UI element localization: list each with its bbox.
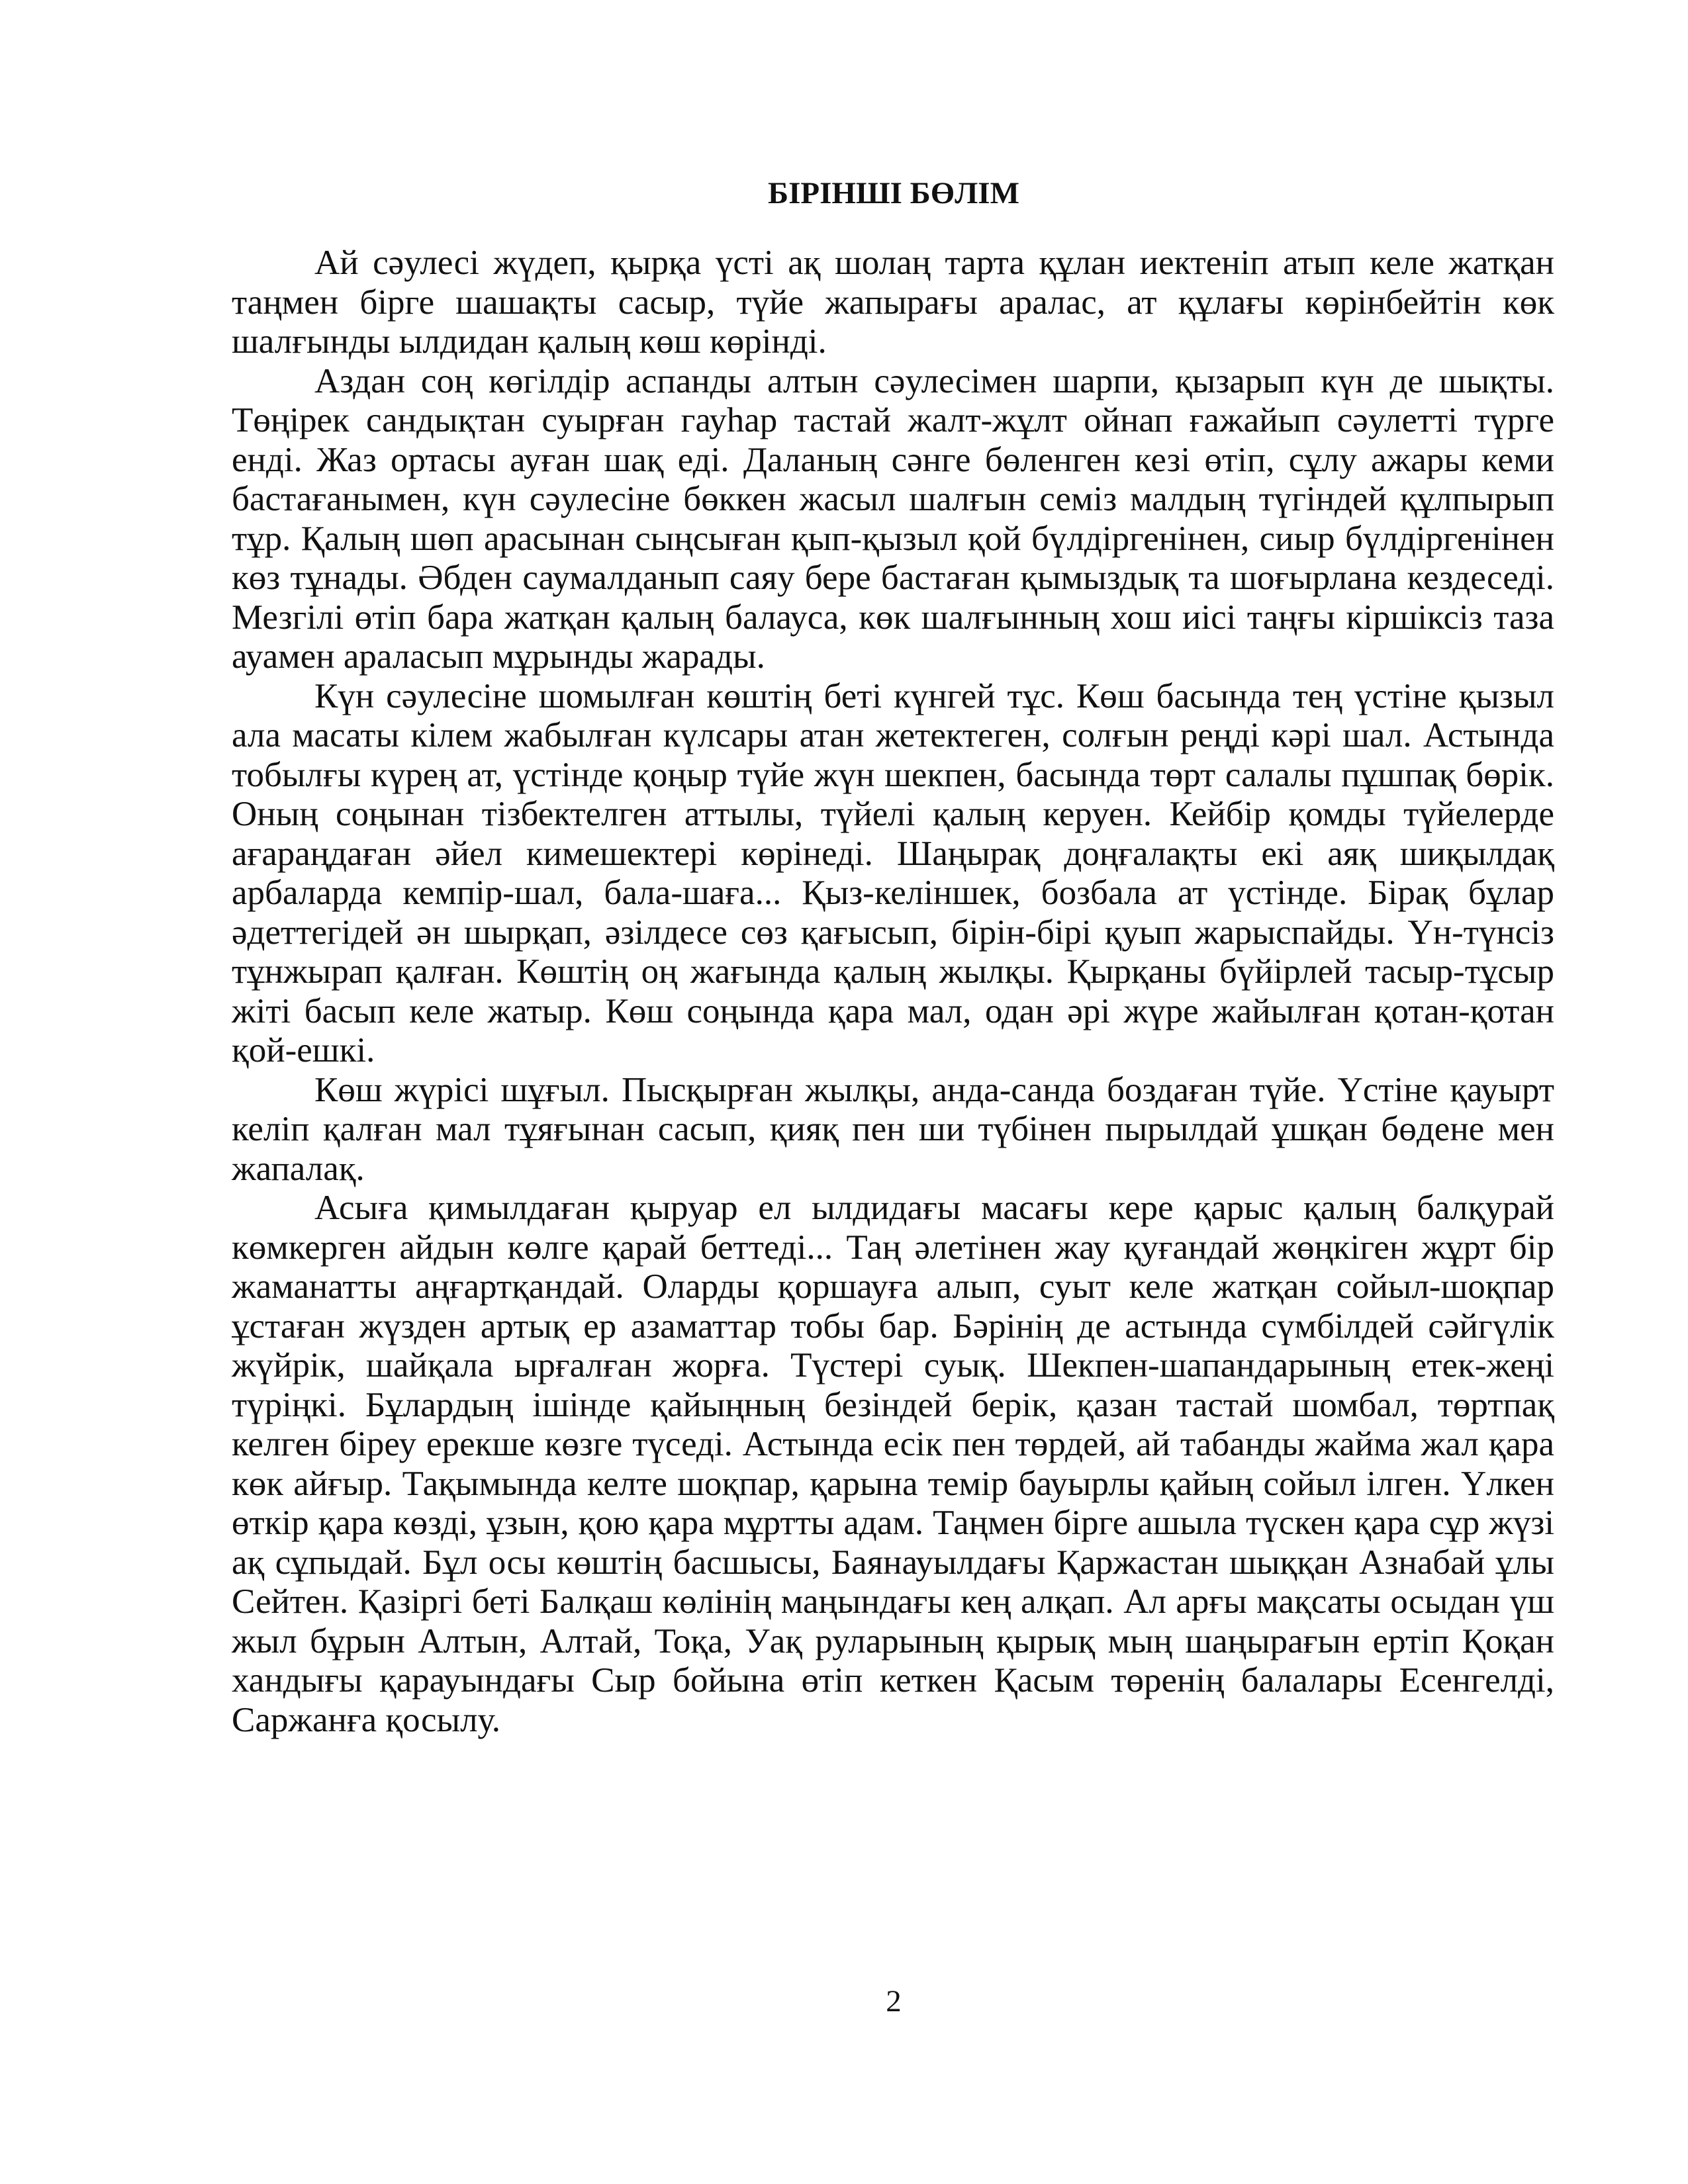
body-text — [232, 244, 1554, 1740]
chapter-heading: БІРІНШІ БӨЛІМ — [768, 176, 1019, 211]
paragraph-2: Аздан соң көгілдір аспанды алтын сәулесімен шарпи, қызарып күн де шықты. Төңірек сандықтан суырған гауһар тастай жалт-жұлт ойнап ғажайып сәулетті түрге енді. Жаз ортасы ауған шақ еді. Даланың сәнге бөленген кезі өтіп, сұлу ажары кеми бастағанымен, күн сәулесіне бөккен жасыл шалғын семіз малдың түгіндей құлпырып тұр. Қалың шөп арасынан сыңсыған қып-қызыл қой бүлдіргенінен, сиыр бүлдіргенінен көз тұнады. Әбден саумалданып саяу бере бастаған қымыздық та шоғырлана кездеседі. Мезгілі өтіп бара жатқан қалың балауса, көк шалғынның хош иісі таңғы кіршіксіз таза ауамен араласып мұрынды жарады. — [232, 361, 1554, 676]
paragraph-5: Асыға қимылдаған қыруар ел ылдидағы масағы кере қарыс қалың балқурай көмкерген айдын көлге қарай беттеді... Таң әлетінен жау қуғандай жөңкіген жұрт бір жаманатты аңғартқандай. Оларды қоршауға алып, суыт келе жатқан сойыл-шоқпар ұстаған жүзден артық ер азаматтар тобы бар. Бәрінің де астында сүмбілдей сәйгүлік жүйрік, шайқала ырғалған жорға. Түстері суық. Шекпен-шапандарының етек-жеңі түріңкі. Бұлардың ішінде қайыңның безіндей берік, қазан тастай шомбал, төртпақ келген біреу ерекше көзге түседі. Астында есік пен төрдей, ай табанды жайма жал қара көк айғыр. Тақымында келте шоқпар, қарына темір бауырлы қайың сойыл ілген. Үлкен өткір қара көзді, ұзын, қою қара мұртты адам. Таңмен бірге ашыла түскен қара сұр жүзі ақ сұпыдай. Бұл осы көштің басшысы, Баянауылдағы Қаржастан шыққан Азнабай ұлы Сейтен. Қазіргі беті Балқаш көлінің маңындағы кең алқап. Ал арғы мақсаты осыдан үш жыл бұрын Алтын, Алтай, Тоқа, Уақ руларының қырық мың шаңырағын ертіп Қоқан хандығы қарауындағы Сыр бойына өтіп кеткен Қасым төренің балалары Есенгелді, Саржанға қосылу. — [232, 1189, 1554, 1739]
paragraph-3: Күн сәулесіне шомылған көштің беті күнгей тұс. Көш басында тең үстіне қызыл ала масаты кілем жабылған күлсары атан жетектеген, солғын реңді кәрі шал. Астында тобылғы күрең ат, үстінде қоңыр түйе жүн шекпен, басында төрт салалы пұшпақ бөрік. Оның соңынан тізбектелген аттылы, түйелі қалың керуен. Кейбір қомды түйелерде ағараңдаған әйел кимешектері көрінеді. Шаңырақ доңғалақты екі аяқ шиқылдақ арбаларда кемпір-шал, бала-шаға... Қыз-келіншек, бозбала ат үстінде. Бірақ бұлар әдеттегідей ән шырқап, әзілдесе сөз қағысып, бірін-бірі қуып жарыспайды. Үн-түнсіз тұнжырап қалған. Көштің оң жағында қалың жылқы. Қырқаны бүйірлей тасыр-тұсыр жіті басып келе жатыр. Көш соңында қара мал, одан әрі жүре жайылған қотан-қотан қой-ешкі. — [232, 676, 1554, 1069]
page-number: 2 — [886, 1984, 902, 2019]
paragraph-4: Көш жүрісі шұғыл. Пысқырған жылқы, анда-санда боздаған түйе. Үстіне қауырт келіп қалған мал тұяғынан сасып, қияқ пен ши түбінен пырылдай ұшқан бөдене мен жапалақ. — [232, 1070, 1554, 1188]
paragraph-1: Ай сәулесі жүдеп, қырқа үсті ақ шолаң тарта құлан иектеніп атып келе жатқан таңмен бірге шашақты сасыр, түйе жапырағы аралас, ат құлағы көрінбейтін көк шалғынды ылдидан қалың көш көрінді. — [232, 244, 1554, 361]
